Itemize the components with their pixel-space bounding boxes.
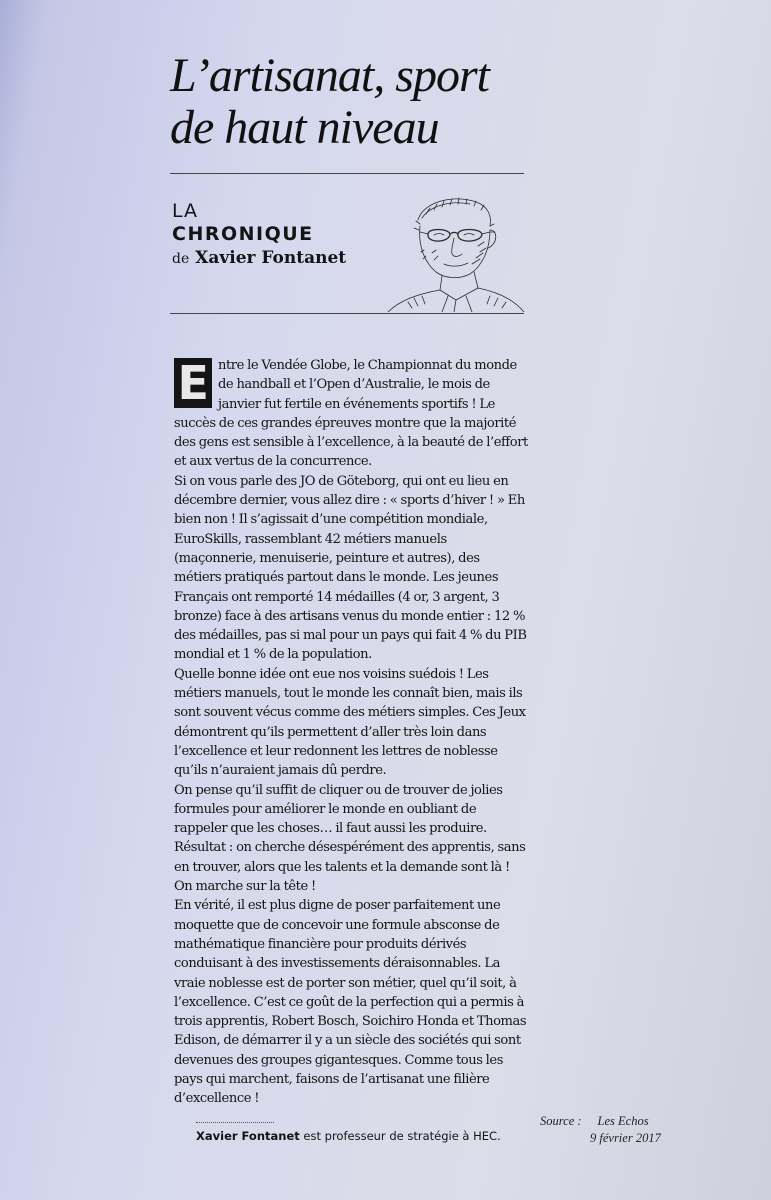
author-portrait-sketch — [378, 190, 528, 312]
paragraph-1: ntre le Vendée Globe, le Championnat du monde de handball et l’Open d’Australie, le mois de janvier fut fertile en événements sportifs ! Le succès de ces grandes épreuves montre que la majorité des gens est sensible à l’excellence, à la beauté de l’effort et aux vertus de la concurrence. — [174, 358, 528, 470]
article-body — [174, 356, 530, 1109]
author-bio — [196, 1128, 516, 1144]
paragraph-3: Quelle bonne idée ont eue nos voisins suédois ! Les métiers manuels, tout le monde les connaît bien, mais ils sont souvent vécus comme des métiers simples. Ces Jeux démontrent qu’ils permettent d’aller très loin dans l’excellence et leur redonnent les lettres de noblesse qu’ils n’auraient jamais dû perdre. — [174, 666, 526, 779]
paragraph-4: On pense qu’il suffit de cliquer ou de trouver de jolies formules pour améliorer le monde en oubliant de rappeler que les choses… il faut aussi les produire. Résultat : on cherche désespérément des apprentis, sans en trouver, alors que les talents et la demande sont là ! On marche sur la tête ! — [174, 782, 526, 895]
bio-text: est professeur de stratégie à HEC. — [299, 1129, 501, 1143]
column-de: de — [172, 251, 190, 267]
source-label: Source : — [540, 1114, 582, 1128]
source-name: Les Echos — [597, 1114, 649, 1128]
drop-cap: E — [174, 358, 212, 408]
source-note — [540, 1113, 661, 1147]
source-date: 9 février 2017 — [590, 1131, 661, 1145]
column-la: LA — [172, 200, 199, 222]
column-byline — [172, 246, 346, 271]
title-line-2: de haut niveau — [170, 101, 439, 154]
top-rule — [170, 173, 524, 174]
column-author: Xavier Fontanet — [195, 248, 347, 268]
column-header — [172, 200, 346, 271]
signature-rule — [196, 1122, 274, 1123]
paragraph-5: En vérité, il est plus digne de poser parfaitement une moquette que de concevoir une formule absconse de mathématique financière pour produits dérivés conduisant à des investissements déraisonnables. La vraie noblesse est de porter son métier, quel qu’il soit, à l’excellence. C’est ce goût de la perfection qui a permis à trois apprentis, Robert Bosch, Soichiro Honda et Thomas Edison, de démarrer il y a un siècle des sociétés qui sont devenues des groupes gigantesques. Comme tous les pays qui marchent, faisons de l’artisanat une filière d’excellence ! — [174, 898, 527, 1107]
title-line-1: L’artisanat, sport — [170, 49, 489, 102]
article-title — [170, 50, 530, 154]
column-chronique: CHRONIQUE — [172, 223, 314, 245]
bio-name: Xavier Fontanet — [196, 1129, 300, 1143]
header-bottom-rule — [170, 313, 524, 314]
paragraph-2: Si on vous parle des JO de Göteborg, qui ont eu lieu en décembre dernier, vous allez dire : « sports d’hiver ! » Eh bien non ! Il s’agissait d’une compétition mondiale, EuroSkills, rassemblant 42 métiers manuels (maçonnerie, menuiserie, peinture et autres), des métiers pratiqués partout dans le monde. Les jeunes Français ont remporté 14 médailles (4 or, 3 argent, 3 bronze) face à des artisans venus du monde entier : 12 % des médailles, pas si mal pour un pays qui fait 4 % du PIB mondial et 1 % de la population. — [174, 473, 527, 663]
